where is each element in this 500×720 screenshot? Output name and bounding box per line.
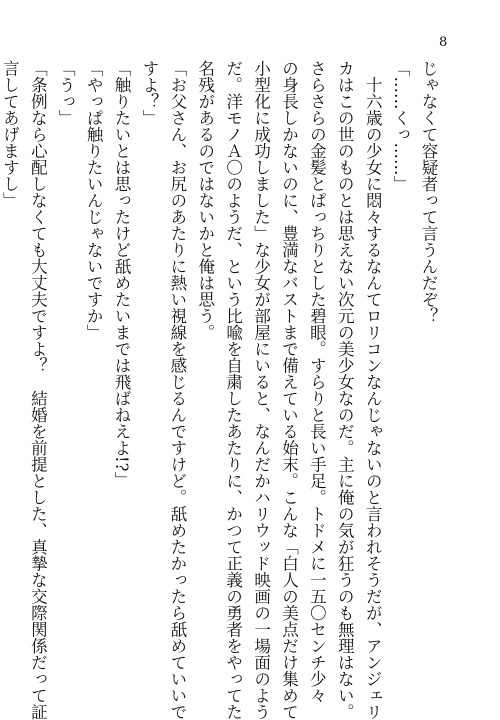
text-line: 小型化に成功しました」な少女が部屋にいると、なんだかハリウッド映画の一場面のよう <box>251 60 271 720</box>
text-line: カはこの世のものとは思えない次元の美少女なのだ。主に俺の気が狂うのも無理はない。 <box>335 60 355 720</box>
text-line: じゃなくて容疑者って言うんだぞ？ <box>419 60 438 324</box>
text-line: 言してあげますし」 <box>0 60 20 209</box>
text-line: さらさらの金髪とぱっちりとした碧眼。すらりと長い手足。トドメに一五〇センチ少々 <box>307 60 327 704</box>
text-line: 「お父さん、お尻のあたりに熱い視線を感じるんですけど。舐めたかったら舐めていいで <box>167 60 187 720</box>
text-line: 「やっぱ触りたいんじゃないですか」 <box>84 60 104 341</box>
page-number: 8 <box>439 35 448 50</box>
text-line: 十六歳の少女に悶々するなんてロリコンなんじゃないのと言われそうだが、アンジェリ <box>363 60 383 720</box>
text-line: 「触りたいとは思ったけど舐めたいまでは飛ばねえよ!?」 <box>112 60 132 488</box>
text-line: だ。洋モノＡ〇のようだ、という比喩を自粛したあたりに、かつて正義の勇者をやってた <box>223 60 243 720</box>
text-line: の身長しかないのに、豊満なバストまで備えている始末。こんな「白人の美点だけ集めて <box>279 60 299 720</box>
text-line: すよ？」 <box>139 60 159 126</box>
novel-text-body <box>0 60 442 720</box>
text-line: 名残があるのではないかと俺は思う。 <box>195 60 215 341</box>
text-line: 「条例なら心配しなくても大丈夫ですよ？ 結婚を前提とした、真摯な交際関係だって証 <box>28 60 48 720</box>
text-line: 「……くっ……」 <box>391 60 411 192</box>
text-line: 「うっ」 <box>56 60 76 126</box>
